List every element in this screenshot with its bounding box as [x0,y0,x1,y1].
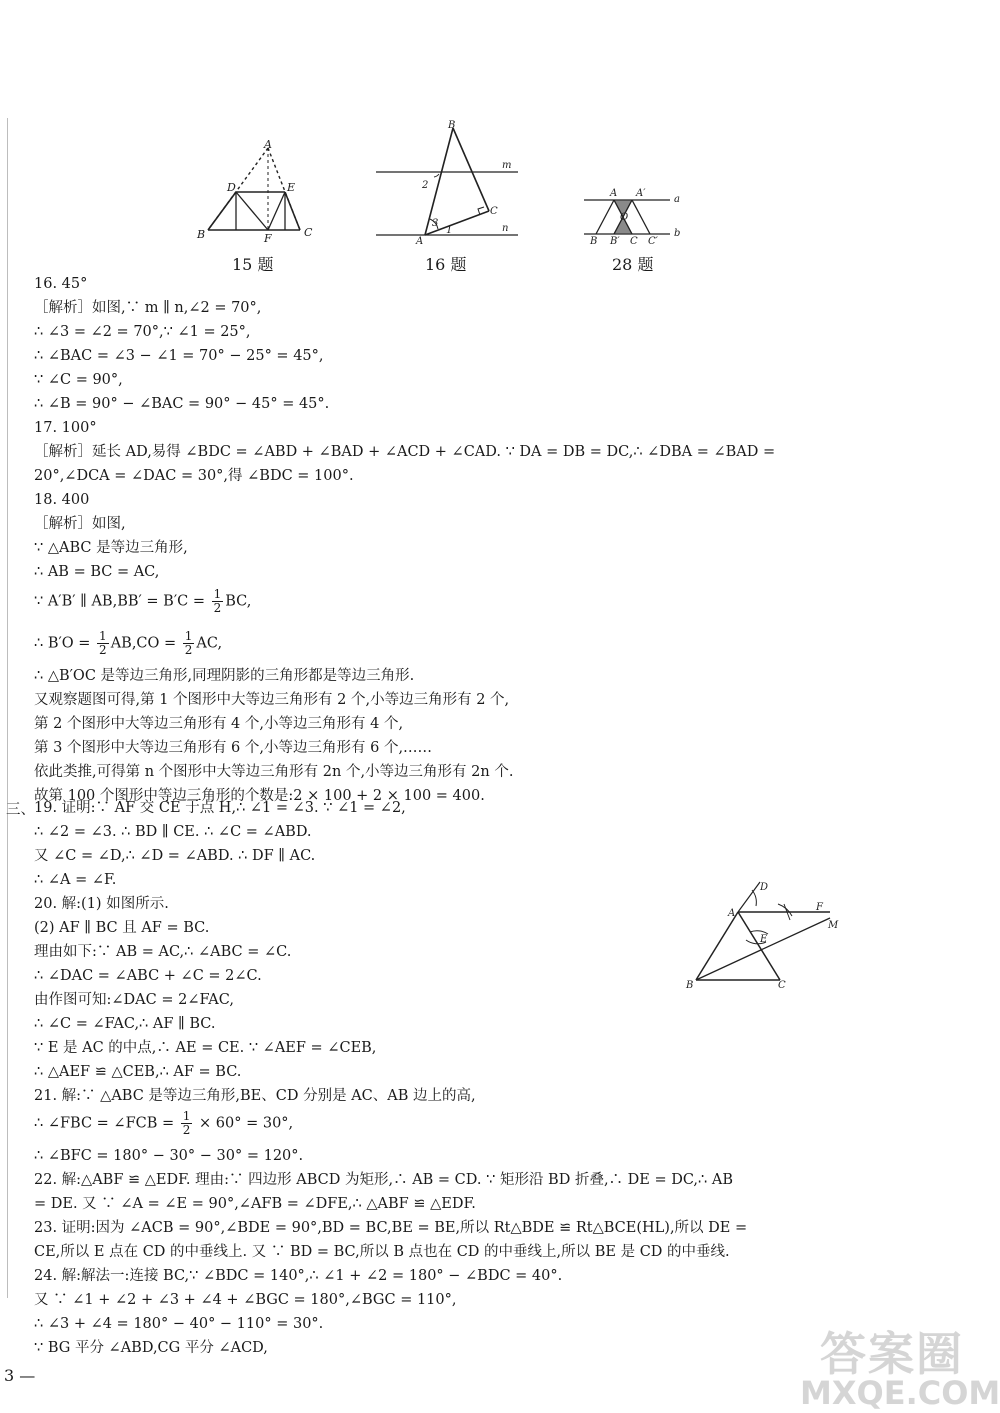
fig15-label-d: D [227,181,236,194]
watermark-logo: 答案圈 [820,1327,964,1381]
text-line: ∴ ∠B = 90° − ∠BAC = 90° − 45° = 45°. [34,396,330,412]
fig20-label-e: E [760,934,768,945]
text-line: 又 ∠C = ∠D,∴ ∠D = ∠ABD. ∴ DF ∥ AC. [34,848,316,864]
fig15-label-f: F [264,232,272,245]
text-line: 第 3 个图形中大等边三角形有 6 个,小等边三角形有 6 个,…… [34,740,433,756]
fig15-label-e: E [287,181,296,194]
answer-17-title: 17. 100° [34,420,97,436]
text-line: ∴ △AEF ≌ △CEB,∴ AF = BC. [34,1064,242,1080]
text-segment: BC, [225,593,252,610]
fraction-denominator: 2 [213,601,222,615]
fig16-label-2: 2 [422,180,429,191]
fraction [183,630,195,657]
fig15-label-b: B [197,228,206,241]
text-line: ［解析］如图,∵ m ∥ n,∠2 = 70°, [34,300,262,316]
answer-21-title: 21. 解:∵ △ABC 是等边三角形,BE、CD 分别是 AC、AB 边上的高, [34,1088,476,1104]
text-segment: AC, [196,635,223,652]
fig28-label-b-prime: B′ [610,236,620,247]
fraction-line-3 [34,1110,293,1137]
fig28-label-c: C [630,236,638,247]
fig16-label-3: 3 [432,218,439,229]
fig28-label-o: O [620,212,629,223]
fig15-label-a: A [264,138,272,151]
fig16-label-b: B [448,120,456,131]
text-line: ∵ △ABC 是等边三角形, [34,540,188,556]
text-segment: AB,CO = [110,635,181,652]
page-number: 3 — [4,1366,36,1385]
figure-15-caption: 15 题 [232,255,274,274]
fraction-numerator: 1 [99,629,107,643]
text-line: 20°,∠DCA = ∠DAC = 30°,得 ∠BDC = 100°. [34,468,354,484]
fig28-label-a: A [610,188,618,199]
fig16-label-1: 1 [446,225,453,236]
fig20-label-c: C [778,980,786,991]
section-mark: 三、 [6,802,35,818]
figure-16-caption: 16 题 [425,255,467,274]
fraction-line-1 [34,588,251,615]
figure-16 [372,116,522,248]
fraction-numerator: 1 [213,587,222,601]
text-line: ∴ ∠3 = ∠2 = 70°,∵ ∠1 = 25°, [34,324,251,340]
text-line: 故第 100 个图形中等边三角形的个数是:2 × 100 + 2 × 100 = 400. [34,788,485,804]
text-segment: ∵ A′B′ ∥ AB,BB′ = B′C = [34,593,210,610]
text-line: CE,所以 E 点在 CD 的中垂线上. 又 ∵ BD = BC,所以 B 点也在 CD 的中垂线上,所以 BE 是 CD 的中垂线. [34,1244,730,1260]
fraction-numerator: 1 [182,1109,191,1123]
text-line: ［解析］延长 AD,易得 ∠BDC = ∠ABD + ∠BAD + ∠ACD + ∠CAD. ∵ DA = DB = DC,∴ ∠DBA = ∠BAD = [34,444,776,460]
answer-24-title: 24. 解:解法一:连接 BC,∵ ∠BDC = 140°,∴ ∠1 + ∠2 = 180° − ∠BDC = 40°. [34,1268,563,1284]
fraction-denominator: 2 [184,643,193,657]
text-line: ∵ BG 平分 ∠ABD,CG 平分 ∠ACD, [34,1340,268,1356]
fig28-label-a-prime: A′ [636,188,646,199]
text-line: ∴ ∠BFC = 180° − 30° − 30° = 120°. [34,1148,304,1164]
text-line: ∴ ∠A = ∠F. [34,872,117,888]
text-segment: × 60° = 30°, [194,1115,294,1132]
answer-18-title: 18. 400 [34,492,90,508]
fraction-denominator: 2 [182,1123,191,1137]
text-line: ∴ ∠BAC = ∠3 − ∠1 = 70° − 25° = 45°, [34,348,324,364]
fraction-line-2 [34,630,222,657]
fig20-label-d: D [760,882,769,893]
figure-28 [580,184,690,250]
fig28-label-line-a: a [674,194,680,205]
fig16-label-n: n [502,223,509,234]
fig28-label-c-prime: C′ [648,236,658,247]
text-line: ∴ ∠3 + ∠4 = 180° − 40° − 110° = 30°. [34,1316,324,1332]
text-segment: ∴ B′O = [34,635,96,652]
fig20-label-f: F [816,902,823,913]
text-line: (2) AF ∥ BC 且 AF = BC. [34,920,210,936]
answer-20-title: 20. 解:(1) 如图所示. [34,896,169,912]
text-line: 由作图可知:∠DAC = 2∠FAC, [34,992,234,1008]
figure-28-caption: 28 题 [612,255,654,274]
figure-20 [680,876,850,992]
text-line: ∵ ∠C = 90°, [34,372,123,388]
fraction-numerator: 1 [184,629,193,643]
fig15-label-c: C [304,226,313,239]
left-margin-rule [7,118,8,1298]
text-line: ［解析］如图, [34,516,126,532]
fig16-label-a: A [416,236,424,247]
text-line: ∴ AB = BC = AC, [34,564,160,580]
fraction-denominator: 2 [99,643,107,657]
answer-22-title: 22. 解:△ABF ≌ △EDF. 理由:∵ 四边形 ABCD 为矩形,∴ AB = CD. ∵ 矩形沿 BD 折叠,∴ DE = DC,∴ AB [34,1172,734,1188]
fraction [97,630,109,657]
fig20-label-m: M [828,920,839,931]
text-line: 第 2 个图形中大等边三角形有 4 个,小等边三角形有 4 个, [34,716,404,732]
text-line: ∴ △B′OC 是等边三角形,同理阴影的三角形都是等边三角形. [34,668,415,684]
text-line: ∴ ∠2 = ∠3. ∴ BD ∥ CE. ∴ ∠C = ∠ABD. [34,824,312,840]
fraction [181,1110,193,1137]
text-line: 依此类推,可得第 n 个图形中大等边三角形有 2n 个,小等边三角形有 2n 个. [34,764,514,780]
text-line: = DE. 又 ∵ ∠A = ∠E = 90°,∠AFB = ∠DFE,∴ △ABF ≌ △EDF. [34,1196,476,1212]
text-line: 理由如下:∵ AB = AC,∴ ∠ABC = ∠C. [34,944,292,960]
fig16-label-m: m [502,160,512,171]
text-line: ∴ ∠C = ∠FAC,∴ AF ∥ BC. [34,1016,216,1032]
fig28-label-b: B [590,236,598,247]
text-segment: ∴ ∠FBC = ∠FCB = [34,1115,179,1132]
fig20-label-a: A [728,908,736,919]
text-line: ∵ E 是 AC 的中点,∴ AE = CE. ∵ ∠AEF = ∠CEB, [34,1040,377,1056]
fig16-label-c: C [490,206,498,217]
answer-16-title: 16. 45° [34,276,88,292]
answer-23-title: 23. 证明:因为 ∠ACB = 90°,∠BDE = 90°,BD = BC,BE = BE,所以 Rt△BDE ≌ Rt△BCE(HL),所以 DE = [34,1220,748,1236]
fig28-label-line-b: b [674,228,681,239]
fig20-label-b: B [686,980,694,991]
watermark-url: MXQE.COM [800,1374,1000,1412]
text-line: 又观察题图可得,第 1 个图形中大等边三角形有 2 个,小等边三角形有 2 个, [34,692,510,708]
fraction [212,588,224,615]
figure-15 [190,138,320,246]
text-line: ∴ ∠DAC = ∠ABC + ∠C = 2∠C. [34,968,262,984]
answer-19-title: 19. 证明:∵ AF 交 CE 于点 H,∴ ∠1 = ∠3. ∵ ∠1 = ∠2, [34,800,406,816]
text-line: 又 ∵ ∠1 + ∠2 + ∠3 + ∠4 + ∠BGC = 180°,∠BGC = 110°, [34,1292,457,1308]
